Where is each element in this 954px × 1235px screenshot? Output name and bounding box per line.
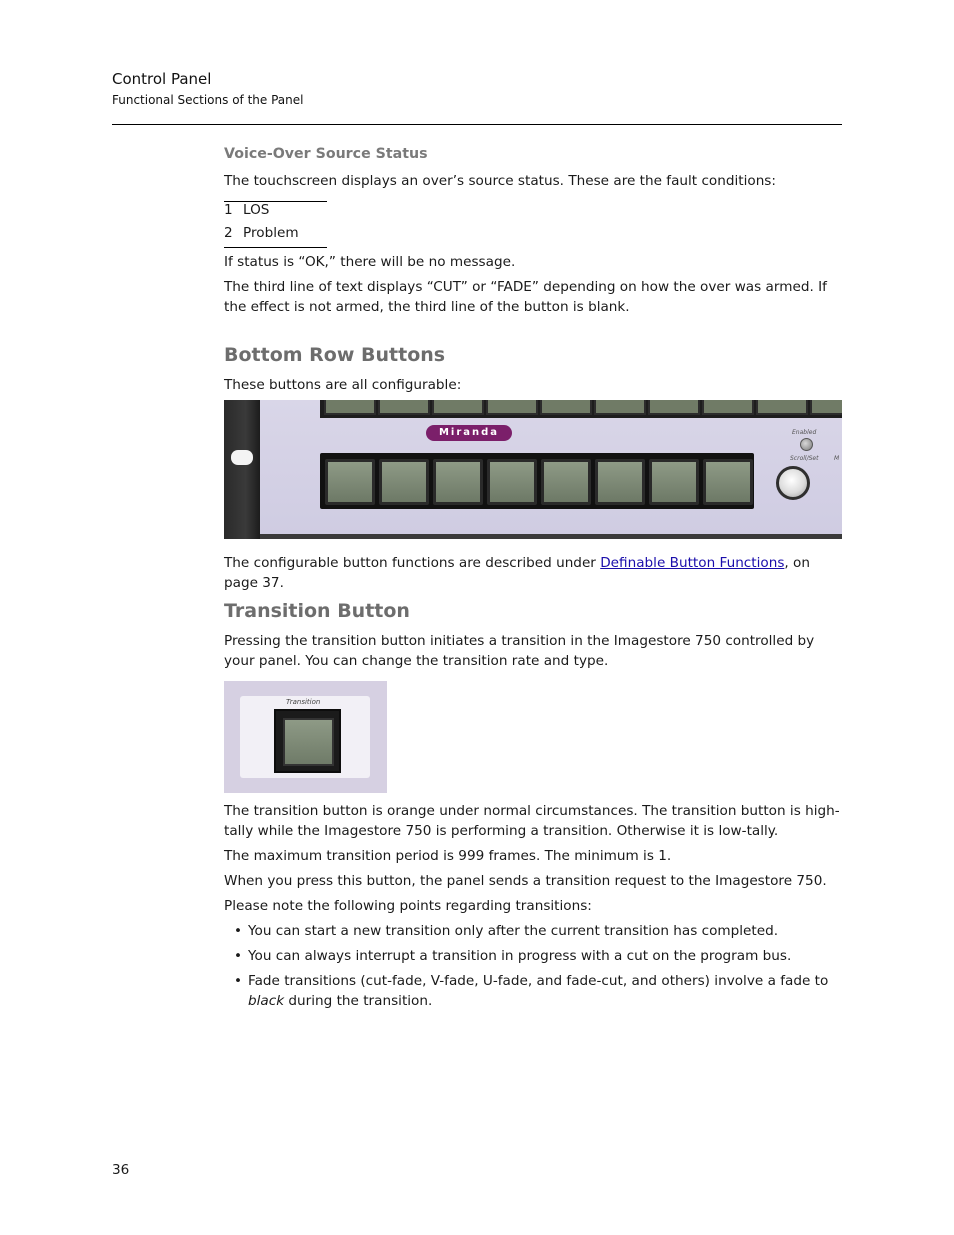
transition-label: Transition <box>286 698 321 706</box>
panel-button <box>378 400 430 415</box>
transition-button-screen <box>283 718 334 766</box>
panel-button <box>432 400 484 415</box>
panel-button <box>594 400 646 415</box>
configurable-button <box>595 459 645 505</box>
running-header-subtitle: Functional Sections of the Panel <box>112 93 304 107</box>
rack-ear <box>224 400 260 539</box>
panel-face <box>260 400 842 536</box>
bullet-text-part: Fade transitions (cut-fade, V-fade, U-fade, and fade-cut, and others) involve a fade to <box>248 973 829 989</box>
third-line-note: The third line of text displays “CUT” or “FADE” depending on how the over was armed. If the effect is not armed, the third line of the button is blank. <box>224 279 827 315</box>
miranda-logo: Miranda <box>426 425 512 441</box>
panel-bottom-edge <box>260 534 842 539</box>
section-heading-voice-over: Voice-Over Source Status <box>224 146 428 162</box>
configurable-button <box>541 459 591 505</box>
panel-button <box>324 400 376 415</box>
bullet-icon: • <box>234 973 243 989</box>
panel-button <box>810 400 842 415</box>
configurable-button <box>703 459 753 505</box>
header-rule <box>112 124 842 125</box>
m-label: M <box>834 455 840 462</box>
top-button-row <box>320 400 842 418</box>
configurable-button <box>379 459 429 505</box>
scroll-set-knob <box>776 466 810 500</box>
transition-p3: When you press this button, the panel sends a transition request to the Imagestore 750. <box>224 873 827 889</box>
voice-over-intro: The touchscreen displays an over’s source status. These are the fault conditions: <box>224 173 776 189</box>
table-row <box>224 202 269 218</box>
bullet-text-part: during the transition. <box>284 993 433 1009</box>
bullet-text <box>248 971 840 1011</box>
bullet-icon: • <box>234 948 243 964</box>
condition-label: Problem <box>243 225 299 241</box>
configurable-button <box>487 459 537 505</box>
panel-button <box>756 400 808 415</box>
condition-number: 1 <box>224 202 233 218</box>
transition-button-photo <box>224 681 387 793</box>
transition-p1: The transition button is orange under normal circumstances. The transition button is high-tally while the Imagestore 750 is performing a transition. Otherwise it is low-tally. <box>224 803 840 839</box>
control-panel-photo <box>224 400 842 539</box>
bullet-text: You can start a new transition only after the current transition has completed. <box>248 923 779 939</box>
condition-number: 2 <box>224 225 233 241</box>
panel-button <box>486 400 538 415</box>
panel-button <box>648 400 700 415</box>
bottom-row-description <box>224 553 842 593</box>
section-heading-transition: Transition Button <box>224 600 410 622</box>
condition-label: LOS <box>243 202 270 218</box>
bullet-text-emphasis: black <box>248 993 285 1009</box>
transition-p2: The maximum transition period is 999 frames. The minimum is 1. <box>224 848 672 864</box>
scroll-set-label: Scroll/Set <box>790 455 819 462</box>
configurable-button <box>325 459 375 505</box>
panel-button <box>540 400 592 415</box>
transition-p4: Please note the following points regarding transitions: <box>224 898 592 914</box>
table-row <box>224 225 299 241</box>
rack-mount-hole <box>231 450 253 465</box>
desc-after: , on page 37. <box>224 555 810 591</box>
enabled-label: Enabled <box>792 429 817 436</box>
configurable-button <box>433 459 483 505</box>
transition-intro: Pressing the transition button initiates a transition in the Imagestore 750 controlled by your panel. You can change the transition rate and type. <box>224 633 815 669</box>
configurable-button <box>649 459 699 505</box>
definable-button-functions-link[interactable]: Definable Button Functions <box>600 555 785 571</box>
bottom-row-intro: These buttons are all configurable: <box>224 377 462 393</box>
panel-button <box>702 400 754 415</box>
enabled-led <box>800 438 813 451</box>
table-bottom-rule <box>224 247 327 248</box>
bullet-text: You can always interrupt a transition in progress with a cut on the program bus. <box>248 948 792 964</box>
section-heading-bottom-row: Bottom Row Buttons <box>224 344 446 366</box>
bottom-button-row <box>320 453 754 509</box>
desc-before: The configurable button functions are described under <box>224 555 601 571</box>
running-header-title: Control Panel <box>112 70 212 88</box>
bullet-icon: • <box>234 923 243 939</box>
transition-button <box>274 709 341 773</box>
ok-status-note: If status is “OK,” there will be no message. <box>224 254 516 270</box>
page-number: 36 <box>112 1162 130 1178</box>
